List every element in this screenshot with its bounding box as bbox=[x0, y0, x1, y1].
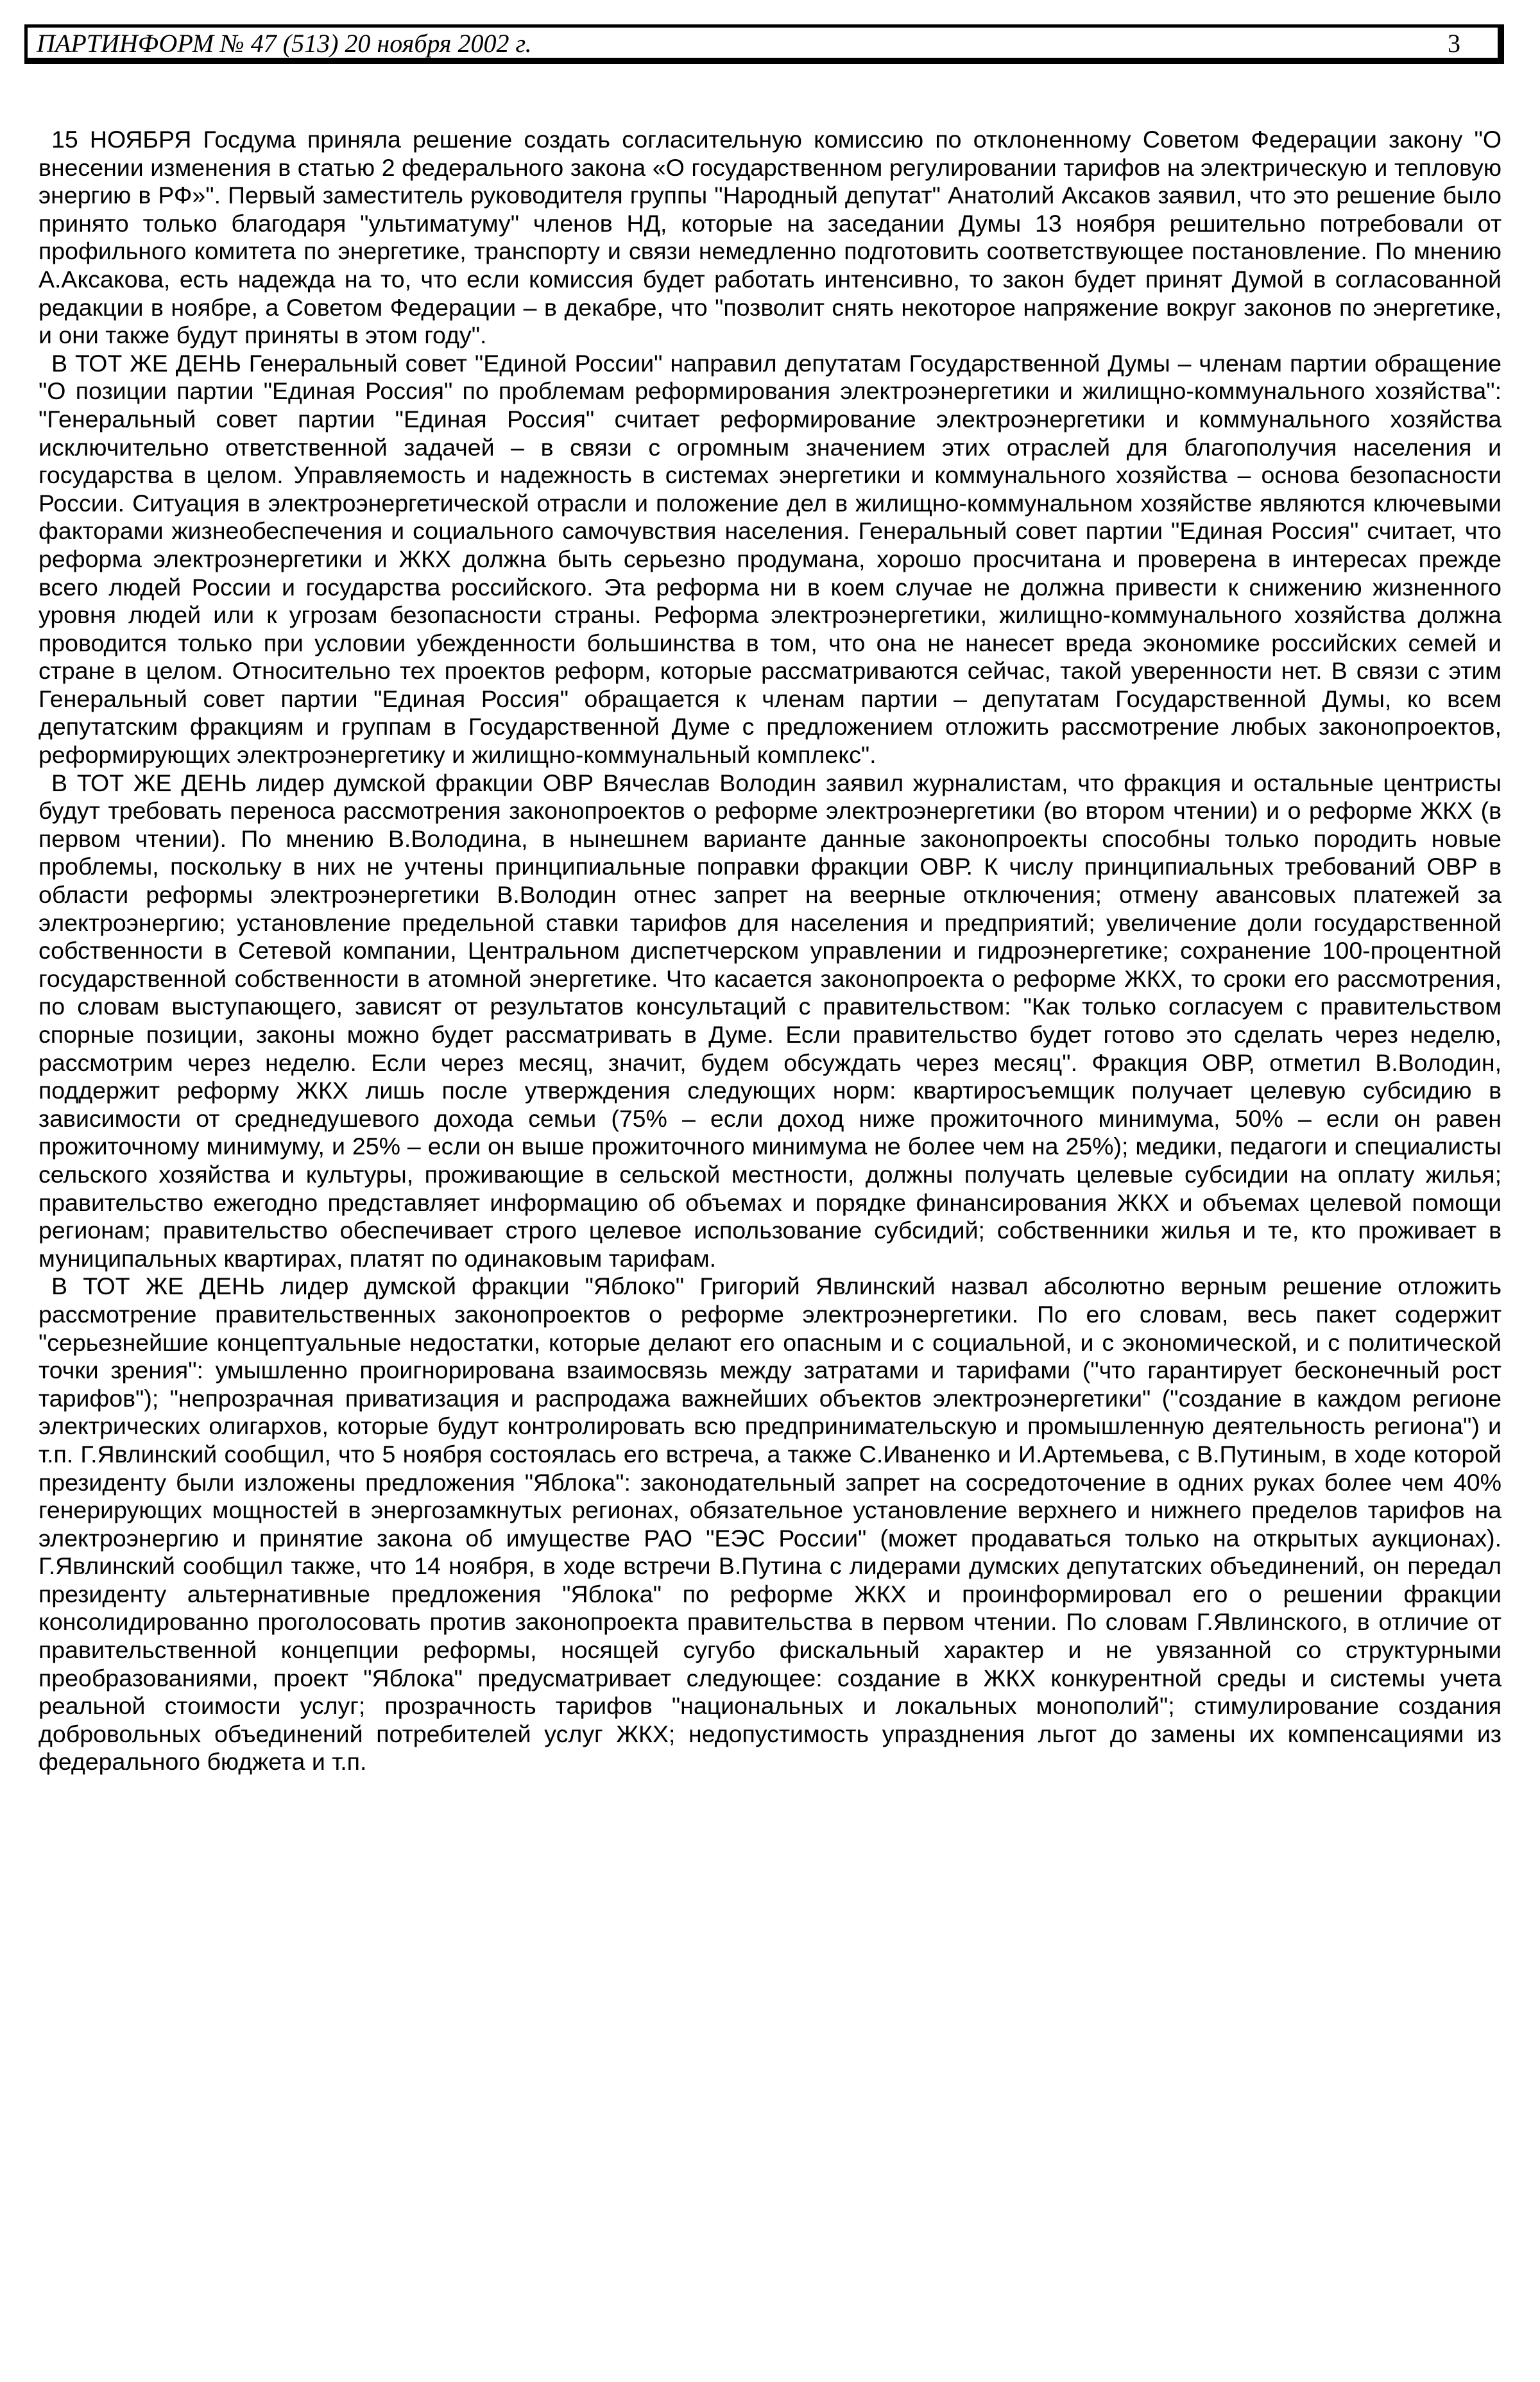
paragraph-yabloko-yavlinsky: В ТОТ ЖЕ ДЕНЬ лидер думской фракции "Яблоко" Григорий Явлинский назвал абсолютно верным решение отложить рассмотрение правительственных законопроектов о реформе электроэнергетики. По его словам, весь пакет содержит "серьезнейшие концептуальные недостатки, которые делают его опасным и с социальной, и с экономической, и с политической точки зрения": умышленно проигнорирована взаимосвязь между затратами и тарифами ("что гарантирует бесконечный рост тарифов"); "непрозрачная приватизация и распродажа важнейших объектов электроэнергетики" ("создание в каждом регионе электрических олигархов, которые будут контролировать всю предпринимательскую и промышленную деятельность региона") и т.п. Г.Явлинский сообщил, что 5 ноября состоялась его встреча, а также С.Иваненко и И.Артемьева, с В.Путиным, в ходе которой президенту были изложены предложения "Яблока": законодательный запрет на сосредоточение в одних руках более чем 40% генерирующих мощностей в энергозамкнутых регионах, обязательное установление верхнего и нижнего пределов тарифов на электроэнергию и принятие закона об имуществе РАО "ЕЭС России" (может продаваться только на открытых аукционах). Г.Явлинский сообщил также, что 14 ноября, в ходе встречи В.Путина с лидерами думских депутатских объединений, он передал президенту альтернативные предложения "Яблока" по реформе ЖКХ и проинформировал его о решении фракции консолидированно проголосовать против законопроекта правительства в первом чтении. По словам Г.Явлинского, в отличие от правительственной концепции реформы, носящей сугубо фискальный характер и не увязанной со структурными преобразованиями, проект "Яблока" предусматривает следующее: создание в ЖКХ конкурентной среды и системы учета реальной стоимости услуг; прозрачность тарифов "национальных и локальных монополий"; стимулирование создания добровольных объединений потребителей услуг ЖКХ; недопустимость упразднения льгот до замены их компенсациями из федерального бюджета и т.п. bbox=[38, 1272, 1502, 1776]
publication-title: ПАРТИНФОРМ № 47 (513) 20 ноября 2002 г. bbox=[37, 29, 532, 58]
page-number: 3 bbox=[1448, 29, 1460, 58]
article-body bbox=[38, 126, 1502, 1776]
paragraph-duma-commission: 15 НОЯБРЯ Госдума приняла решение создать согласительную комиссию по отклоненному Советом Федерации закону "О внесении изменения в статью 2 федерального закона «О государственном регулировании тарифов на электрическую и тепловую энергию в РФ»". Первый заместитель руководителя группы "Народный депутат" Анатолий Аксаков заявил, что это решение было принято только благодаря "ультиматуму" членов НД, которые на заседании Думы 13 ноября решительно потребовали от профильного комитета по энергетике, транспорту и связи немедленно подготовить соответствующее постановление. По мнению А.Аксакова, есть надежда на то, что если комиссия будет работать интенсивно, то закон будет принят Думой в согласованной редакции в ноябре, а Советом Федерации – в декабре, что "позволит снять некоторое напряжение вокруг законов по энергетике, и они также будут приняты в этом году". bbox=[38, 126, 1502, 349]
paragraph-united-russia: В ТОТ ЖЕ ДЕНЬ Генеральный совет "Единой России" направил депутатам Государственной Думы – членам партии обращение "О позиции партии "Единая Россия" по проблемам реформирования электроэнергетики и жилищно-коммунального хозяйства": "Генеральный совет партии "Единая Россия" считает реформирование электроэнергетики и коммунального хозяйства исключительно ответственной задачей – в связи с огромным значением этих отраслей для благополучия населения и государства в целом. Управляемость и надежность в системах энергетики и коммунального хозяйства – основа безопасности России. Ситуация в электроэнергетической отрасли и положение дел в жилищно-коммунальном хозяйстве являются ключевыми факторами жизнеобеспечения и социального самочувствия населения. Генеральный совет партии "Единая Россия" считает, что реформа электроэнергетики и ЖКХ должна быть серьезно продумана, хорошо просчитана и проверена в интересах прежде всего людей России и государства российского. Эта реформа ни в коем случае не должна привести к снижению жизненного уровня людей или к угрозам безопасности страны. Реформа электроэнергетики, жилищно-коммунального хозяйства должна проводится только при условии убежденности большинства в том, что она не нанесет вреда экономике российских семей и стране в целом. Относительно тех проектов реформ, которые рассматриваются сейчас, такой уверенности нет. В связи с этим Генеральный совет партии "Единая Россия" обращается к членам партии – депутатам Государственной Думы, ко всем депутатским фракциям и группам в Государственной Думе с предложением отложить рассмотрение любых законопроектов, реформирующих электроэнергетику и жилищно-коммунальный комплекс". bbox=[38, 349, 1502, 769]
page-header bbox=[24, 24, 1504, 64]
paragraph-ovr-volodin: В ТОТ ЖЕ ДЕНЬ лидер думской фракции ОВР Вячеслав Володин заявил журналистам, что фракция и остальные центристы будут требовать переноса рассмотрения законопроектов о реформе электроэнергетики (во втором чтении) и о реформе ЖКХ (в первом чтении). По мнению В.Володина, в нынешнем варианте данные законопроекты способны только породить новые проблемы, поскольку в них не учтены принципиальные поправки фракции ОВР. К числу принципиальных требований ОВР в области реформы электроэнергетики В.Володин отнес запрет на веерные отключения; отмену авансовых платежей за электроэнергию; установление предельной ставки тарифов для населения и предприятий; увеличение доли государственной собственности в Сетевой компании, Центральном диспетчерском управлении и гидроэнергетике; сохранение 100-процентной государственной собственности в атомной энергетике. Что касается законопроекта о реформе ЖКХ, то сроки его рассмотрения, по словам выступающего, зависят от результатов консультаций с правительством: "Как только согласуем с правительством спорные позиции, законы можно будет рассматривать в Думе. Если правительство будет готово это сделать через неделю, рассмотрим через неделю. Если через месяц, значит, будем обсуждать через месяц". Фракция ОВР, отметил В.Володин, поддержит реформу ЖКХ лишь после утверждения следующих норм: квартиросъемщик получает целевую субсидию в зависимости от среднедушевого дохода семьи (75% – если доход ниже прожиточного минимума, 50% – если он равен прожиточному минимуму, и 25% – если он выше прожиточного минимума не более чем на 25%); медики, педагоги и специалисты сельского хозяйства и культуры, проживающие в сельской местности, должны получать целевые субсидии на оплату жилья; правительство ежегодно представляет информацию об объемах и порядке финансирования ЖКХ и объемах целевой помощи регионам; правительство обеспечивает строго целевое использование субсидий; собственники жилья и те, кто проживает в муниципальных квартирах, платят по одинаковым тарифам. bbox=[38, 769, 1502, 1272]
